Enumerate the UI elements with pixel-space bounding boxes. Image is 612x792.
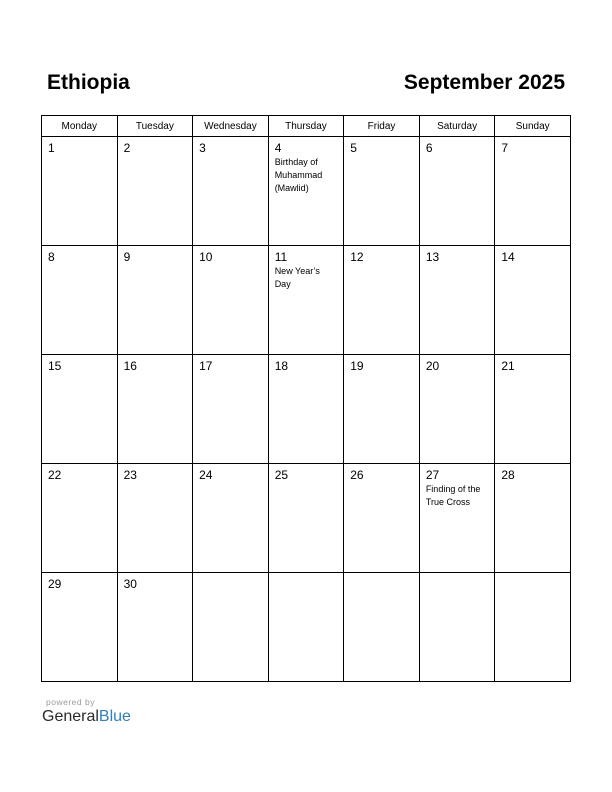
day-cell [495,573,571,682]
weekday-header: Saturday [419,116,495,137]
generalblue-logo[interactable] [42,708,131,726]
day-number: 12 [350,250,364,264]
day-cell [268,246,344,355]
day-cell [268,137,344,246]
week-row [42,355,571,464]
day-cell [42,355,118,464]
day-cell [193,464,269,573]
day-number: 7 [501,141,509,155]
day-cell [419,137,495,246]
day-cell [495,246,571,355]
day-cell [419,573,495,682]
day-number: 18 [274,359,289,373]
day-cell [42,464,118,573]
week-row [42,246,571,355]
day-number: 2 [123,141,131,155]
day-cell [495,355,571,464]
powered-by-text: powered by [46,697,95,707]
day-cell [495,464,571,573]
day-cell [268,573,344,682]
day-number: 6 [425,141,433,155]
day-cell [419,246,495,355]
holiday-label: New Year’s Day [274,266,320,289]
day-cell [268,355,344,464]
day-cell [344,246,420,355]
weekday-header: Tuesday [117,116,193,137]
day-number: 23 [123,468,137,482]
day-cell [344,573,420,682]
day-number: 26 [350,468,364,482]
day-cell [42,137,118,246]
day-number: 8 [48,250,55,264]
day-number: 9 [123,250,131,264]
day-number: 29 [48,577,62,591]
day-number: 16 [123,359,137,373]
day-number: 5 [350,141,357,155]
day-number: 3 [199,141,206,155]
day-number: 17 [199,359,213,373]
weekday-header-row [42,116,571,137]
day-cell [419,464,495,573]
day-number: 22 [48,468,62,482]
day-number: 11 [274,250,288,264]
day-cell [117,355,193,464]
day-cell [495,137,571,246]
day-cell [344,355,420,464]
day-number: 19 [350,359,364,373]
day-cell [193,137,269,246]
day-cell [117,573,193,682]
day-number: 14 [501,250,515,264]
day-number: 15 [48,359,62,373]
logo-blue-text: Blue [98,708,131,725]
day-number: 28 [501,468,515,482]
month-year-title: September 2025 [403,71,565,94]
weekday-header: Sunday [495,116,571,137]
day-number: 13 [425,250,440,264]
day-cell [419,355,495,464]
logo-general-text: General [42,708,99,725]
day-cell [268,464,344,573]
day-number: 21 [501,359,515,373]
week-row [42,137,571,246]
calendar-grid [41,115,571,682]
weekday-header: Wednesday [193,116,269,137]
holiday-label: Birthday of Muhammad (Mawlid) [274,157,323,193]
day-number: 25 [274,468,289,482]
day-number: 24 [199,468,213,482]
weekday-header: Thursday [268,116,344,137]
country-title: Ethiopia [47,71,130,94]
weekday-header: Monday [42,116,118,137]
day-number: 20 [425,359,440,373]
day-cell [117,464,193,573]
day-number: 4 [274,141,282,155]
day-cell [117,137,193,246]
day-cell [193,246,269,355]
week-row [42,464,571,573]
day-cell [42,246,118,355]
day-cell [344,464,420,573]
day-number: 27 [425,468,440,482]
day-number: 10 [199,250,213,264]
weekday-header: Friday [344,116,420,137]
day-cell [117,246,193,355]
day-cell [193,355,269,464]
day-number: 1 [48,141,55,155]
calendar-body [42,137,571,682]
day-number: 30 [123,577,137,591]
day-cell [42,573,118,682]
week-row [42,573,571,682]
holiday-label: Finding of the True Cross [425,484,481,507]
day-cell [193,573,269,682]
day-cell [344,137,420,246]
